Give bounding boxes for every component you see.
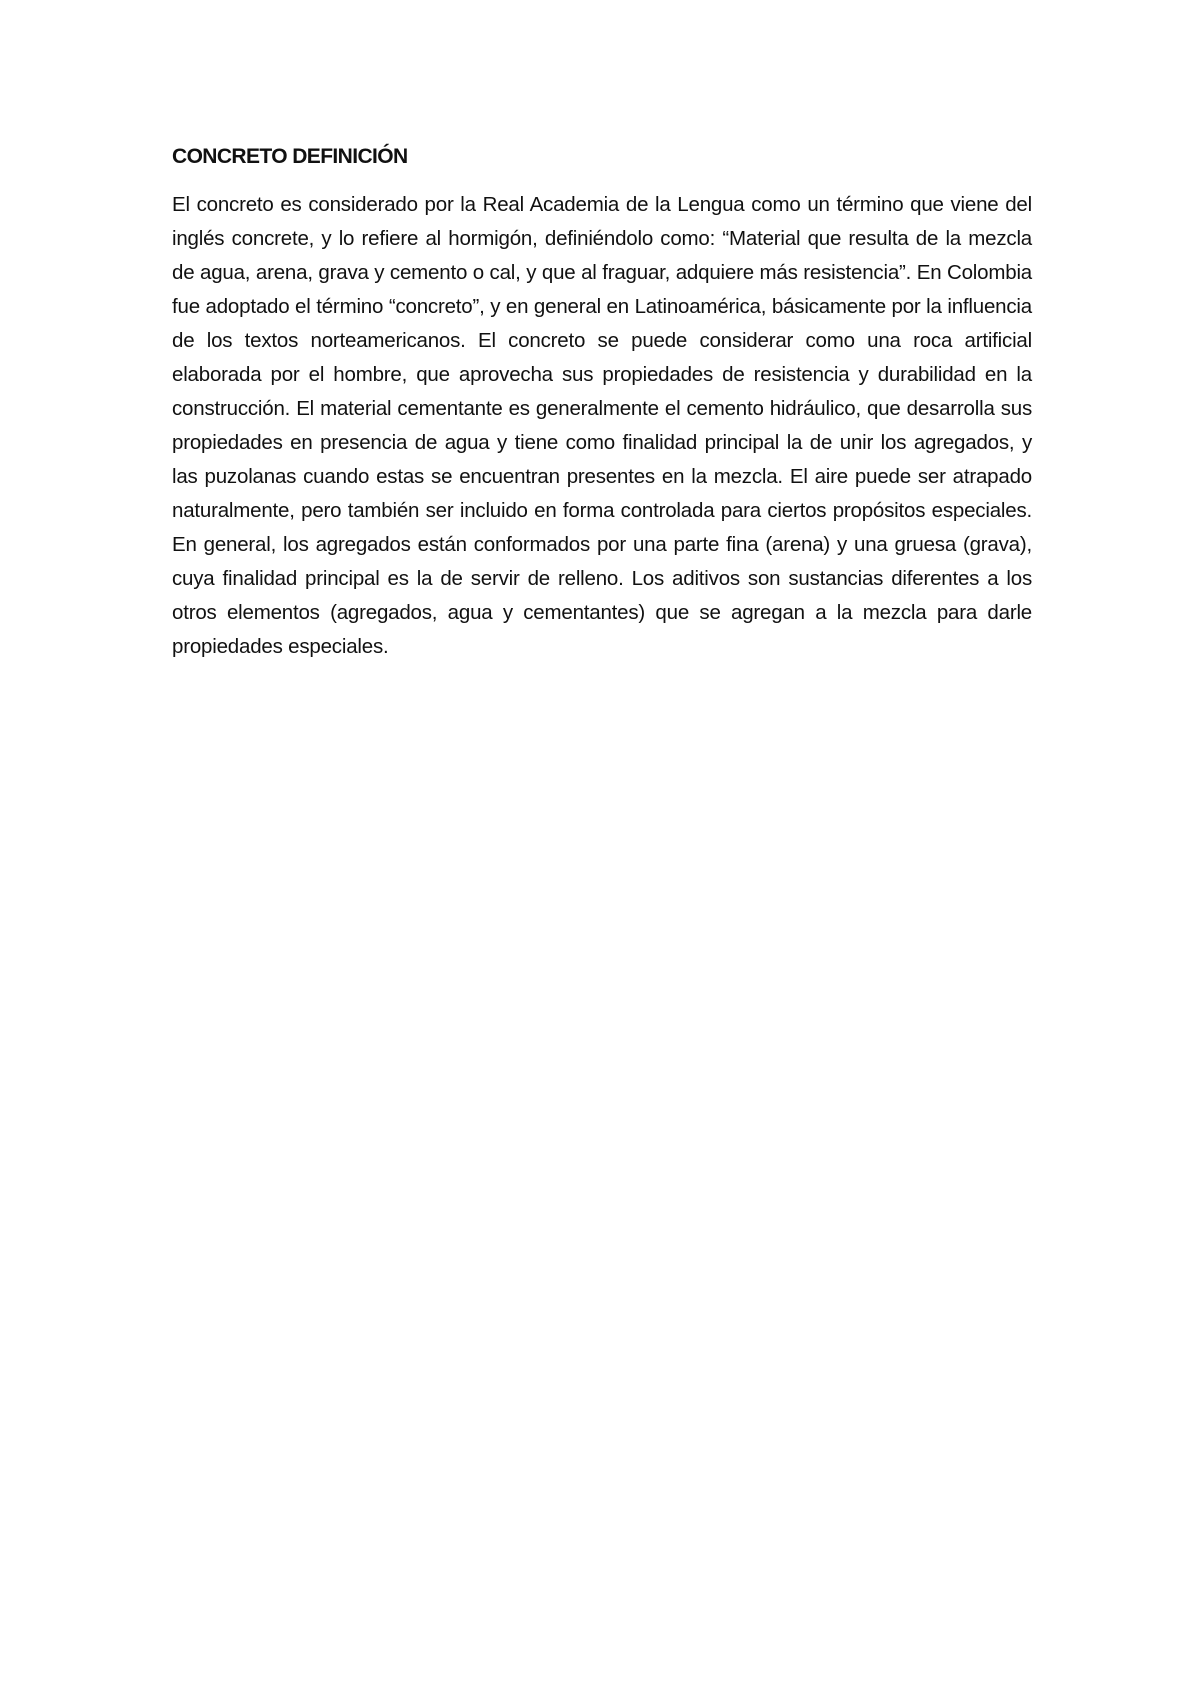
document-content [172, 142, 1032, 664]
document-title: CONCRETO DEFINICIÓN [172, 145, 408, 168]
document-paragraph: El concreto es considerado por la Real Academia de la Lengua como un término que viene del inglés concrete, y lo refiere al hormigón, definiéndolo como: “Material que resulta de la mezcla de agua, arena, grava y cemento o cal, y que al fraguar, adquiere más resistencia”. En Colombia fue adoptado el término “concreto”, y en general en Latinoamérica, básicamente por la influencia de los textos norteamericanos. El concreto se puede considerar como una roca artificial elaborada por el hombre, que aprovecha sus propiedades de resistencia y durabilidad en la construcción. El material cementante es generalmente el cemento hidráulico, que desarrolla sus propiedades en presencia de agua y tiene como finalidad principal la de unir los agregados, y las puzolanas cuando estas se encuentran presentes en la mezcla. El aire puede ser atrapado naturalmente, pero también ser incluido en forma controlada para ciertos propósitos especiales. En general, los agregados están conformados por una parte fina (arena) y una gruesa (grava), cuya finalidad principal es la de servir de relleno. Los aditivos son sustancias diferentes a los otros elementos (agregados, agua y cementantes) que se agregan a la mezcla para darle propiedades especiales. [172, 193, 1032, 658]
